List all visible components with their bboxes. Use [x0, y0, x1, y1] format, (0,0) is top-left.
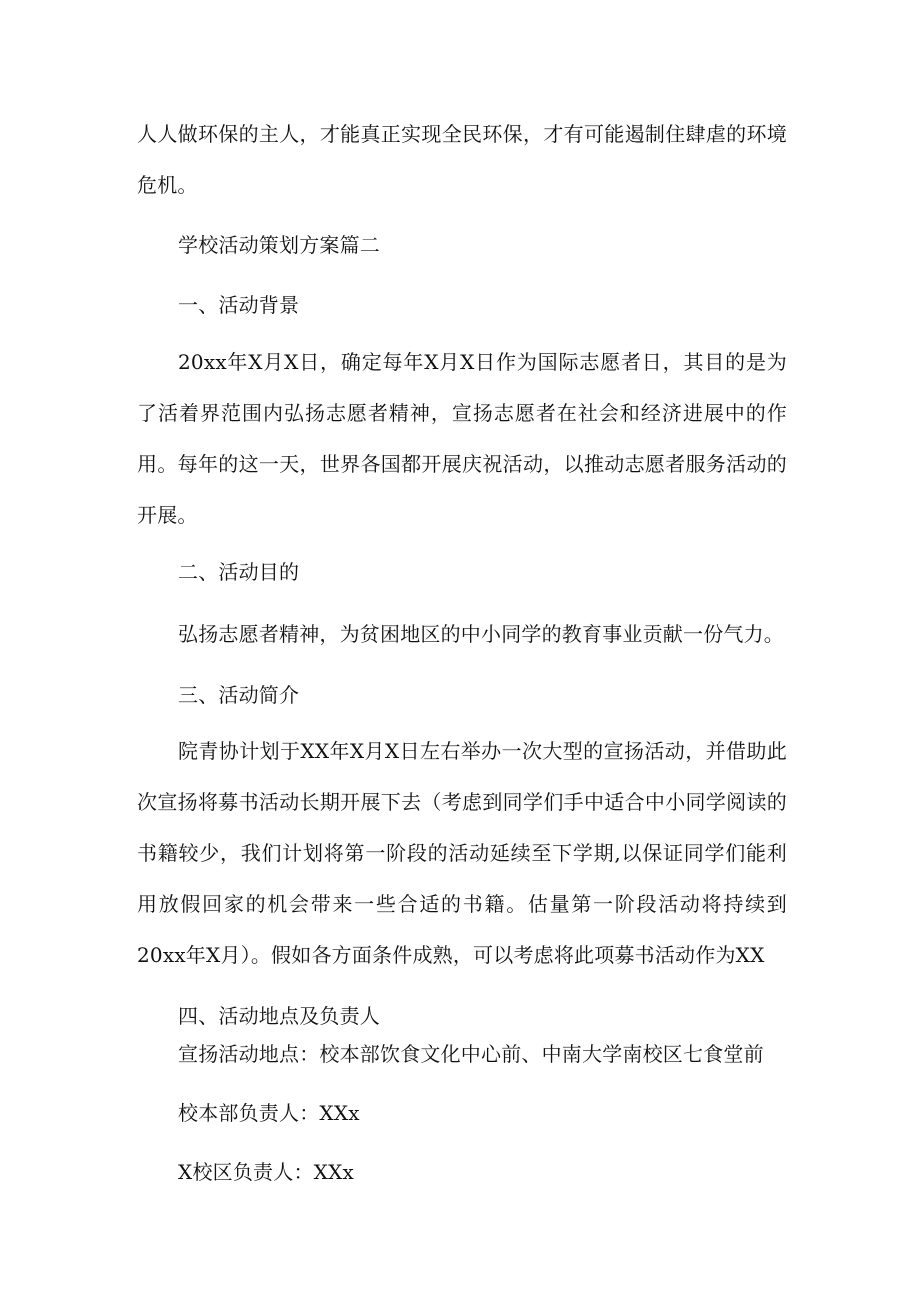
purpose-paragraph: 弘扬志愿者精神，为贫困地区的中小同学的教育事业贡献一份气力。: [178, 622, 784, 646]
heading-activity-background: 一、活动背景: [178, 293, 300, 317]
intro-paragraph: 人人做环保的主人，才能真正实现全民环保，才有可能遏制住肆虐的环境危机。: [137, 122, 787, 197]
heading-activity-intro: 三、活动简介: [178, 683, 300, 707]
heading-location-and-lead: 四、活动地点及负责人: [178, 1004, 380, 1028]
x-campus-lead: X校区负责人：XXx: [178, 1160, 354, 1184]
background-paragraph: 20xx年X月X日，确定每年X月X日作为国际志愿者日，其目的是为了活着界范围内弘扬志愿者精神，宣扬志愿者在社会和经济进展中的作用。每年的这一天，世界各国都开展庆祝活动，以推动志愿者服务活动的开展。: [137, 350, 787, 527]
heading-activity-purpose: 二、活动目的: [178, 560, 300, 584]
intro-section-paragraph: 院青协计划于XX年X月X日左右举办一次大型的宣扬活动，并借助此次宣扬将募书活动长期开展下去（考虑到同学们手中适合中小同学阅读的书籍较少，我们计划将第一阶段的活动延续至下学期,以保证同学们能利用放假回家的机会带来一些合适的书籍。估量第一阶段活动将持续到20xx年X月）。假如各方面条件成熟，可以考虑将此项募书活动作为XX: [137, 739, 787, 967]
location-line: 宣扬活动地点：校本部饮食文化中心前、中南大学南校区七食堂前: [178, 1042, 764, 1066]
section-title: 学校活动策划方案篇二: [178, 233, 380, 257]
main-campus-lead: 校本部负责人：XXx: [178, 1101, 360, 1125]
